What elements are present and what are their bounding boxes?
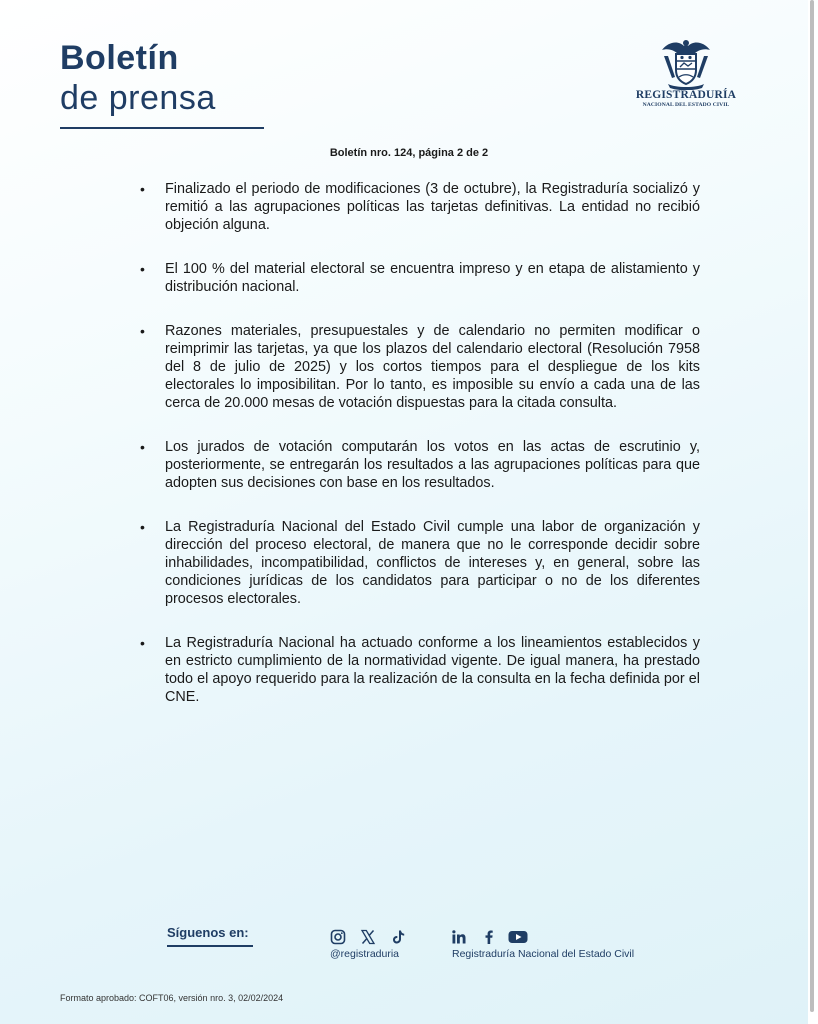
bullet-dot: • — [140, 323, 145, 339]
bullet-item — [140, 322, 700, 412]
bullet-item — [140, 438, 700, 492]
title-underline — [60, 127, 264, 129]
logo-name: REGISTRADURÍA — [635, 89, 737, 101]
bullet-dot: • — [140, 635, 145, 651]
bulletin-bullet-list — [140, 180, 700, 732]
bullet-item — [140, 634, 700, 706]
bullet-text: La Registraduría Nacional ha actuado conforme a los lineamientos establecidos y en estricto cumplimiento de la normatividad vigente. De igual manera, ha prestado todo el apoyo requerido para la realización de la consulta en la fecha definida por el CNE. — [165, 635, 700, 705]
logo-subtitle: NACIONAL DEL ESTADO CIVIL — [642, 102, 730, 108]
instagram-icon[interactable] — [330, 929, 346, 945]
bullet-item — [140, 180, 700, 234]
bullet-text: Finalizado el periodo de modificaciones (3 de octubre), la Registraduría socializó y remitió a las agrupaciones políticas las tarjetas definitivas. La entidad no recibió objeción alguna. — [165, 181, 700, 233]
bullet-dot: • — [140, 181, 145, 197]
coat-of-arms-icon — [658, 38, 714, 90]
bullet-text: La Registraduría Nacional del Estado Civil cumple una labor de organización y dirección del proceso electoral, de manera que no le corresponde decidir sobre inhabilidades, incompatibilidad, conflictos de intereses y, en general, sobre las condiciones jurídicas de los candidatos para participar o no de los diferentes procesos electorales. — [165, 519, 700, 607]
bullet-text: Razones materiales, presupuestales y de calendario no permiten modificar o reimprimir las tarjetas, ya que los plazos del calendario electoral (Resolución 7958 del 8 de julio de 2025) y los cortos tiempos para el despliegue de los kits electorales lo imposibilitan. Por lo tanto, es imposible su envío a cada una de las cerca de 20.000 mesas de votación dispuestas para la citada consulta. — [165, 323, 700, 411]
bullet-dot: • — [140, 519, 145, 535]
format-approval-note: Formato aprobado: COFT06, versión nro. 3, 02/02/2024 — [60, 993, 284, 1003]
x-twitter-icon[interactable] — [360, 929, 376, 945]
bullet-dot: • — [140, 261, 145, 277]
social-handle[interactable]: @registraduria — [330, 948, 400, 960]
facebook-icon[interactable] — [481, 929, 497, 945]
youtube-icon[interactable] — [508, 929, 528, 945]
bulletin-page-reference: Boletín nro. 124, página 2 de 2 — [329, 147, 489, 159]
follow-us-underline — [167, 945, 253, 947]
bullet-text: Los jurados de votación computarán los votos en las actas de escrutinio y, posteriormente, se entregarán los resultados a las agrupaciones políticas para que adopten sus decisiones con base en los resultados. — [165, 439, 700, 491]
linkedin-icon[interactable] — [451, 929, 467, 945]
follow-us-label: Síguenos en: — [167, 925, 249, 940]
bullet-item — [140, 518, 700, 608]
bulletin-title: Boletín — [60, 39, 179, 77]
registraduria-logo — [624, 38, 748, 112]
bulletin-subtitle: de prensa — [60, 79, 216, 117]
bullet-text: El 100 % del material electoral se encuentra impreso y en etapa de alistamiento y distribución nacional. — [165, 261, 700, 295]
vertical-scrollbar[interactable] — [810, 0, 814, 1012]
social-account-name[interactable]: Registraduría Nacional del Estado Civil — [452, 948, 635, 960]
bullet-dot: • — [140, 439, 145, 455]
tiktok-icon[interactable] — [391, 929, 407, 945]
bullet-item — [140, 260, 700, 296]
